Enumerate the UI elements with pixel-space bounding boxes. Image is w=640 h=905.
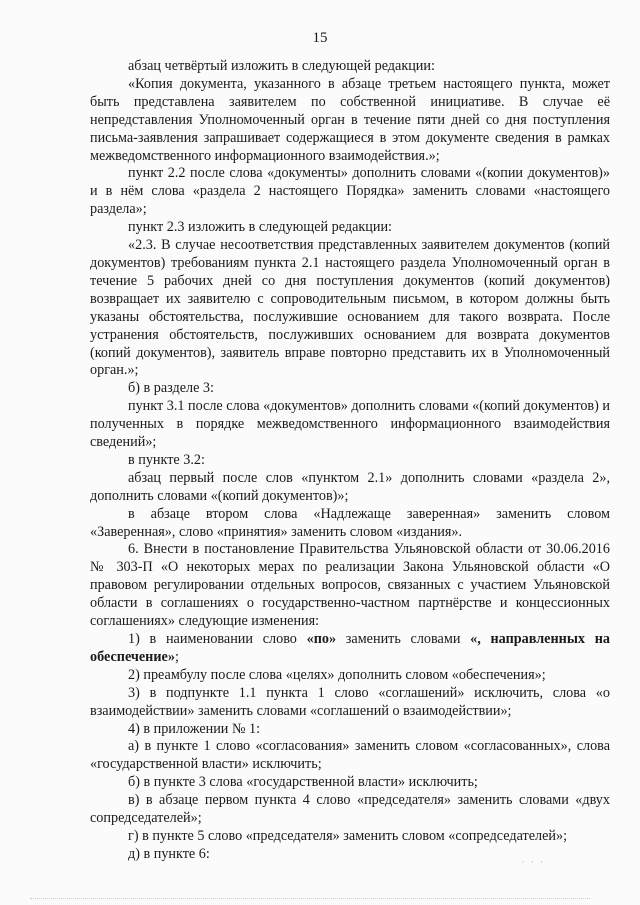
document-body: [90, 58, 610, 864]
item1-text-middle: заменить словами: [336, 631, 471, 647]
paragraph: б) в разделе 3:: [128, 380, 214, 397]
item1-bold-word: «по»: [306, 631, 337, 647]
paragraph: д) в пункте 6:: [128, 845, 210, 862]
paragraph: абзац первый после слов «пунктом 2.1» дополнить словами «раздела 2», дополнить словами «(копий документов)»;: [90, 469, 610, 504]
scan-edge-noise: [30, 898, 590, 901]
paragraph: пункт 2.2 после слова «документы» дополнить словами «(копии документов)» и в нём слова «раздела 2 настоящего Порядка» заменить словами «настоящего раздела»;: [90, 165, 610, 218]
paragraph: 3) в подпункте 1.1 пункта 1 слово «соглашений» исключить, слова «о взаимодействии» заменить словами «соглашений о взаимодействии»;: [90, 684, 610, 719]
paragraph: пункт 2.3 изложить в следующей редакции:: [128, 219, 392, 236]
paragraph: г) в пункте 5 слово «председателя» заменить словом «сопредседателей»;: [128, 827, 568, 844]
paragraph: 2) преамбулу после слова «целях» дополнить словом «обеспечения»;: [128, 666, 546, 683]
paragraph: «Копия документа, указанного в абзаце третьем настоящего пункта, может быть представлена заявителем по собственной инициативе. В случае её непредставления Уполномоченный орган в течение пяти дней со дня поступления письма-заявления запрашивает содержащиеся в этом документе сведения в рамках межведомственного информационного взаимодействия.»;: [90, 75, 610, 164]
item1-text-before: 1) в наименовании слово: [128, 631, 307, 647]
paragraph: 4) в приложении № 1:: [128, 720, 261, 737]
paragraph: «2.3. В случае несоответствия представленных заявителем документов (копий документов) требованиям пункта 2.1 настоящего раздела Уполномоченный орган в течение 5 рабочих дней со дня поступления документов (копий документов) возвращает их заявителю с сопроводительным письмом, в котором должны быть указаны обстоятельства, послужившие основанием для такого возврата. После устранения обстоятельств, послуживших основанием для возврата документов (копий документов), заявитель вправе повторно представить их в Уполномоченный орган.»;: [90, 237, 610, 379]
paragraph: пункт 3.1 после слова «документов» дополнить словами «(копий документов) и полученных в порядке межведомственного информационного взаимодействия сведений»;: [90, 398, 610, 451]
page-number: 15: [312, 30, 328, 46]
scan-speck: ˙ ˙ ˙: [521, 860, 545, 870]
paragraph: а) в пункте 1 слово «согласования» заменить словом «согласованных», слова «государственной власти» исключить;: [90, 738, 610, 773]
paragraph: абзац четвёртый изложить в следующей редакции:: [128, 58, 435, 74]
paragraph: 6. Внести в постановление Правительства Ульяновской области от 30.06.2016 № 303-П «О некоторых мерах по реализации Закона Ульяновской области «О правовом регулировании отдельных вопросов, связанных с участием Ульяновской области в соглашениях о государственно-частном партнёрстве и концессионных соглашениях» следующие изменения:: [90, 541, 610, 630]
item1-text-after: ;: [174, 648, 179, 665]
item1-bold-phrase: «, направленных на обеспечение»: [90, 631, 610, 665]
paragraph: б) в пункте 3 слова «государственной власти» исключить;: [128, 774, 478, 791]
paragraph: в) в абзаце первом пункта 4 слово «председателя» заменить словами «двух сопредседателей»;: [90, 792, 610, 827]
paragraph: в пункте 3.2:: [128, 451, 205, 468]
paragraph-item-1: [90, 631, 610, 667]
paragraph: в абзаце втором слова «Надлежаще заверенная» заменить словом «Заверенная», слово «принятия» заменить словом «издания».: [90, 505, 610, 540]
